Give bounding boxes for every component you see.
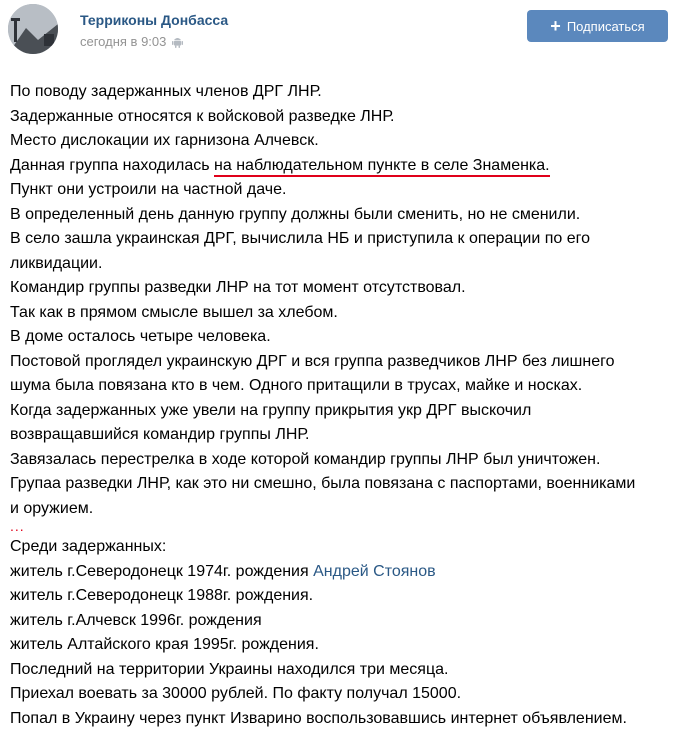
post-line: Пункт они устроили на частной даче. bbox=[10, 181, 287, 198]
post-line: В село зашла украинская ДРГ, вычислила НБ и приступила к операции по его bbox=[10, 230, 591, 247]
post-line-prefix: житель г.Северодонецк 1974г. рождения bbox=[10, 562, 314, 580]
post-line: Последний на территории Украины находился три месяца. bbox=[10, 660, 449, 678]
post-line: ликвидации. bbox=[10, 254, 103, 272]
android-icon bbox=[172, 36, 183, 48]
group-name-link[interactable]: Терриконы Донбасса bbox=[80, 12, 229, 28]
post-line: В доме осталось четыре человека. bbox=[10, 328, 271, 345]
post-line: шума была повязана кто в чем. Одного притащили в трусах, майке и носках. bbox=[10, 377, 583, 394]
post-line: В определенный день данную группу должны были сменить, но не сменили. bbox=[10, 205, 581, 223]
post-line: возвращавшийся командир группы ЛНР. bbox=[10, 426, 310, 443]
user-mention-link[interactable]: Андрей Стоянов bbox=[313, 562, 436, 580]
post-text bbox=[10, 80, 670, 731]
post-line: Так как в прямом смысле вышел за хлебом. bbox=[10, 303, 338, 321]
underlined-phrase: на наблюдательном пункте в селе Знаменка. bbox=[214, 157, 550, 177]
waste-heap-image-icon bbox=[8, 4, 58, 54]
post-line: житель г.Алчевск 1996г. рождения bbox=[10, 611, 262, 629]
post-line: Среди задержанных: bbox=[10, 538, 167, 555]
post-header bbox=[0, 0, 675, 70]
post-line: и оружием. bbox=[10, 499, 94, 517]
post-line: Когда задержанных уже увели на группу прикрытия укр ДРГ выскочил bbox=[10, 401, 532, 419]
post-line: Командир группы разведки ЛНР на тот момент отсутствовал. bbox=[10, 279, 466, 296]
post-line: Задержанные относятся к войсковой разведке ЛНР. bbox=[10, 107, 395, 125]
post-line: Приехал воевать за 30000 рублей. По факту получал 15000. bbox=[10, 685, 462, 702]
post-timestamp[interactable] bbox=[80, 34, 183, 49]
plus-icon: + bbox=[550, 15, 561, 36]
post-line: житель Алтайского края 1995г. рождения. bbox=[10, 636, 319, 653]
post-line: Завязалась перестрелка в ходе которой командир группы ЛНР был уничтожен. bbox=[10, 450, 601, 468]
subscribe-label: Подписаться bbox=[566, 18, 645, 34]
ellipsis-marker: ... bbox=[10, 518, 25, 534]
group-avatar[interactable] bbox=[8, 4, 58, 54]
post-line: Попал в Украину через пункт Изварино воспользовавшись интернет объявлением. bbox=[10, 709, 627, 727]
post-line-prefix: Данная группа находилась bbox=[10, 156, 215, 174]
post-time-text: сегодня в 9:03 bbox=[80, 34, 167, 49]
post-line-highlighted bbox=[10, 154, 670, 179]
post-line: Групаа разведки ЛНР, как это ни смешно, была повязана с паспортами, военниками bbox=[10, 475, 636, 492]
post-line: житель г.Северодонецк 1988г. рождения. bbox=[10, 587, 314, 604]
post-line-with-mention bbox=[10, 560, 670, 585]
post-line: Постовой проглядел украинскую ДРГ и вся группа разведчиков ЛНР без лишнего bbox=[10, 352, 615, 370]
post-line: По поводу задержанных членов ДРГ ЛНР. bbox=[10, 83, 322, 100]
subscribe-button[interactable] bbox=[527, 10, 668, 42]
post-line: Место дислокации их гарнизона Алчевск. bbox=[10, 132, 319, 149]
